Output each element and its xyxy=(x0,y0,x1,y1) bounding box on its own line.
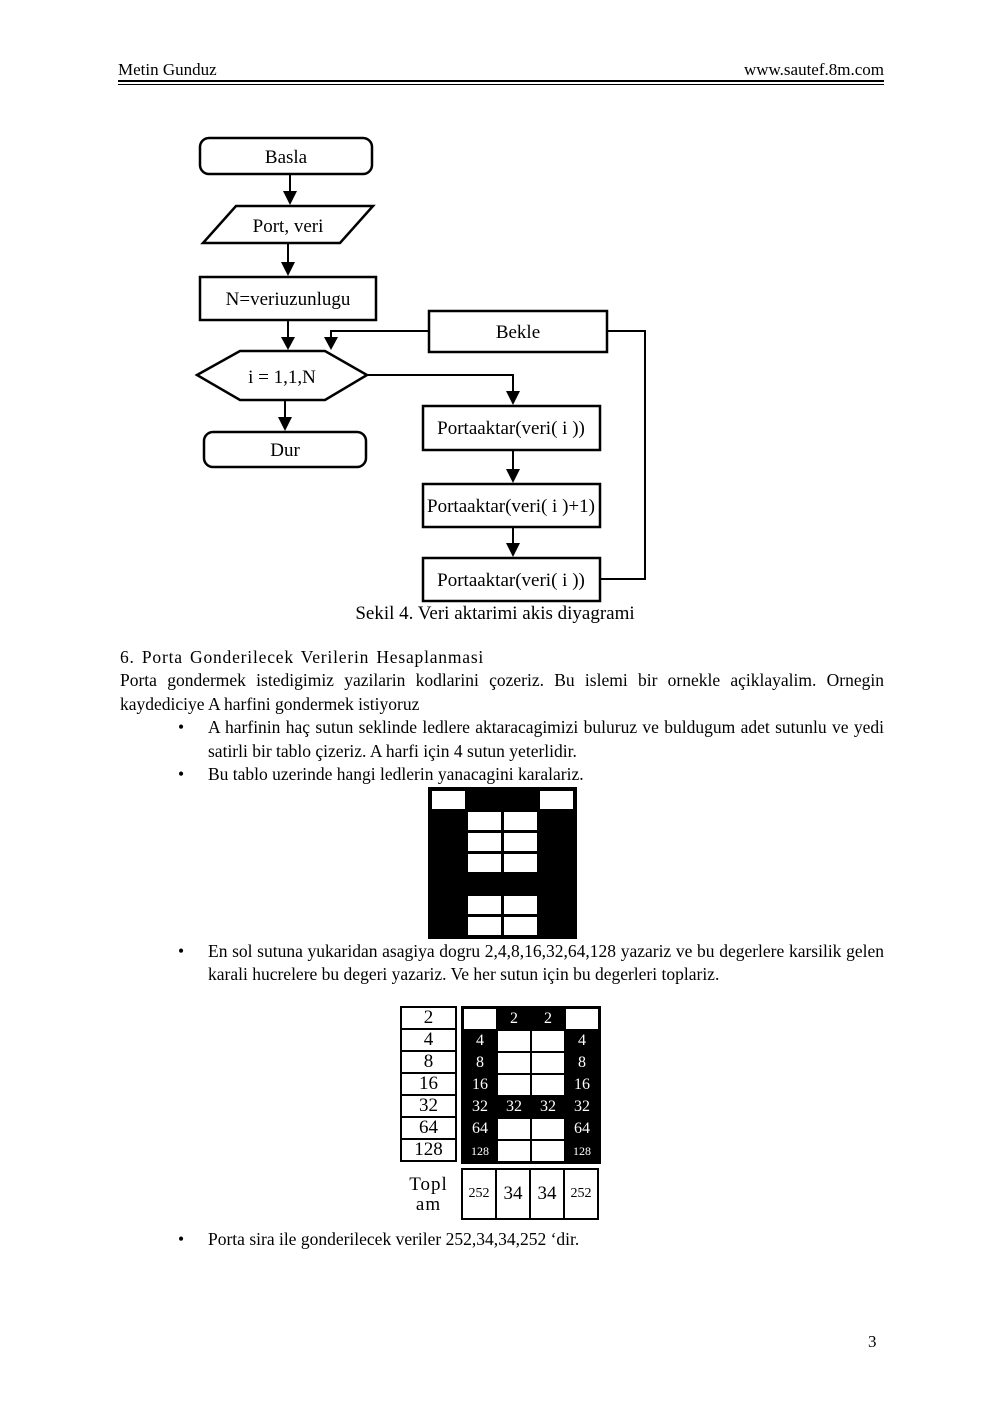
bullet-text: A harfinin haç sutun seklinde ledlere aktaracagimizi buluruz ve buldugum adet sutunlu ve yedi satirli bir tablo çizeriz. A harfi için 4 sutun yeterlidir. xyxy=(208,717,884,761)
section-block xyxy=(120,940,884,987)
value-cell xyxy=(566,1009,598,1029)
total-label-line: am xyxy=(415,1194,442,1215)
arrowhead xyxy=(324,337,338,350)
bullet-text: Porta sira ile gonderilecek veriler 252,34,34,252 ‘dir. xyxy=(208,1229,580,1249)
value-cell: 4 xyxy=(464,1031,496,1051)
value-cell: 2 xyxy=(532,1009,564,1029)
row-label: 4 xyxy=(400,1028,457,1052)
flowchart-diagram xyxy=(0,0,1000,640)
total-row-values xyxy=(461,1168,599,1220)
led-cell xyxy=(504,791,537,809)
led-cell xyxy=(432,833,465,851)
value-cell xyxy=(498,1141,530,1161)
value-table-row-labels xyxy=(400,1006,457,1162)
bullet-text: Bu tablo uzerinde hangi ledlerin yanacagini karalariz. xyxy=(208,764,584,785)
arrowhead xyxy=(281,262,295,276)
flow-node-loop-label: i = 1,1,N xyxy=(248,367,316,388)
led-cell xyxy=(468,875,501,893)
led-cell xyxy=(504,812,537,830)
led-cell xyxy=(432,896,465,914)
bullet-icon: • xyxy=(178,941,185,961)
bullet-text: En sol sutuna yukaridan asagiya dogru 2,4,8,16,32,64,128 yazariz ve bu degerlere karsilik gelen karali hucrelere bu degeri yazariz. Ve her sutun için bu degerleri toplariz. xyxy=(208,941,884,985)
arrowhead xyxy=(506,469,520,483)
led-cell xyxy=(468,896,501,914)
value-cell xyxy=(532,1031,564,1051)
total-value: 252 xyxy=(463,1170,495,1218)
arrowhead xyxy=(506,391,520,405)
total-value: 34 xyxy=(531,1170,563,1218)
led-cell xyxy=(540,812,573,830)
list-item xyxy=(120,716,884,763)
bullet-icon: • xyxy=(178,1229,185,1249)
value-cell xyxy=(498,1031,530,1051)
led-cell xyxy=(504,875,537,893)
led-cell xyxy=(468,917,501,935)
value-cell: 4 xyxy=(566,1031,598,1051)
value-table xyxy=(400,1006,610,1226)
value-cell xyxy=(532,1075,564,1095)
flow-node-send1-label: Portaaktar(veri( i )) xyxy=(437,418,585,439)
value-cell xyxy=(532,1053,564,1073)
led-cell xyxy=(540,917,573,935)
led-cell xyxy=(432,854,465,872)
flow-node-io-label: Port, veri xyxy=(252,216,324,237)
value-cell: 64 xyxy=(464,1119,496,1139)
value-cell: 8 xyxy=(566,1053,598,1073)
arrowhead xyxy=(283,191,297,205)
list-item xyxy=(120,763,884,786)
led-cell xyxy=(432,812,465,830)
led-cell xyxy=(540,875,573,893)
row-label: 16 xyxy=(400,1072,457,1096)
row-label: 32 xyxy=(400,1094,457,1118)
row-label: 128 xyxy=(400,1138,457,1162)
value-cell: 8 xyxy=(464,1053,496,1073)
row-label: 2 xyxy=(400,1006,457,1030)
led-cell xyxy=(468,791,501,809)
flow-node-wait-label: Bekle xyxy=(495,322,541,343)
value-cell: 16 xyxy=(566,1075,598,1095)
led-cell xyxy=(540,896,573,914)
flow-node-send2-label: Portaaktar(veri( i )+1) xyxy=(427,496,595,517)
led-cell xyxy=(432,791,465,809)
value-cell xyxy=(498,1053,530,1073)
section-heading: 6. Porta Gonderilecek Verilerin Hesaplanmasi xyxy=(120,647,485,667)
value-cell: 32 xyxy=(498,1097,530,1117)
bullet-list xyxy=(120,716,884,786)
value-cell: 2 xyxy=(498,1009,530,1029)
led-matrix-letter-a xyxy=(428,787,577,939)
led-cell xyxy=(540,791,573,809)
led-cell xyxy=(504,896,537,914)
bullet-icon: • xyxy=(178,717,185,738)
led-cell xyxy=(504,833,537,851)
header-site: www.sautef.8m.com xyxy=(743,60,884,79)
list-item xyxy=(120,1228,884,1251)
led-cell xyxy=(468,833,501,851)
value-cell xyxy=(498,1075,530,1095)
value-cell: 32 xyxy=(532,1097,564,1117)
led-cell xyxy=(540,854,573,872)
arrowhead xyxy=(281,337,295,350)
row-label: 64 xyxy=(400,1116,457,1140)
led-cell xyxy=(540,833,573,851)
led-cell xyxy=(504,917,537,935)
led-cell xyxy=(468,812,501,830)
row-label: 8 xyxy=(400,1050,457,1074)
value-cell xyxy=(498,1119,530,1139)
bullet-icon: • xyxy=(178,764,185,785)
section-block xyxy=(120,646,884,786)
flow-node-assign-label: N=veriuzunlugu xyxy=(225,289,351,310)
edge-wait-loop xyxy=(331,331,429,338)
led-cell xyxy=(504,854,537,872)
arrowhead xyxy=(506,543,520,557)
value-cell xyxy=(464,1009,496,1029)
value-cell: 16 xyxy=(464,1075,496,1095)
arrowhead xyxy=(278,417,292,431)
total-value: 252 xyxy=(565,1170,597,1218)
list-item xyxy=(120,940,884,987)
led-cell xyxy=(432,917,465,935)
value-cell xyxy=(532,1119,564,1139)
value-cell: 32 xyxy=(566,1097,598,1117)
section-block xyxy=(120,1228,884,1251)
total-label-line: Topl xyxy=(409,1174,448,1195)
edge-loop-send1 xyxy=(367,375,513,392)
value-cell: 128 xyxy=(464,1141,496,1161)
value-cell: 32 xyxy=(464,1097,496,1117)
figure-caption: Sekil 4. Veri aktarimi akis diyagrami xyxy=(355,603,635,624)
led-cell xyxy=(432,875,465,893)
flow-node-end-label: Dur xyxy=(270,440,300,461)
header-author: Metin Gunduz xyxy=(118,60,217,79)
value-cell xyxy=(532,1141,564,1161)
total-value: 34 xyxy=(497,1170,529,1218)
page-number: 3 xyxy=(868,1332,877,1351)
value-cell: 128 xyxy=(566,1141,598,1161)
edge-send3-wait xyxy=(600,331,645,579)
section-intro: Porta gondermek istedigimiz yazilarin kodlarini çozeriz. Bu islemi bir ornekle açiklayalim. Ornegin kaydediciye A harfini gondermek istiyoruz xyxy=(120,670,884,714)
total-row-label xyxy=(400,1170,457,1220)
value-table-grid xyxy=(461,1006,601,1164)
flow-node-start-label: Basla xyxy=(264,147,308,168)
value-cell: 64 xyxy=(566,1119,598,1139)
flow-node-send3-label: Portaaktar(veri( i )) xyxy=(437,570,585,591)
led-cell xyxy=(468,854,501,872)
